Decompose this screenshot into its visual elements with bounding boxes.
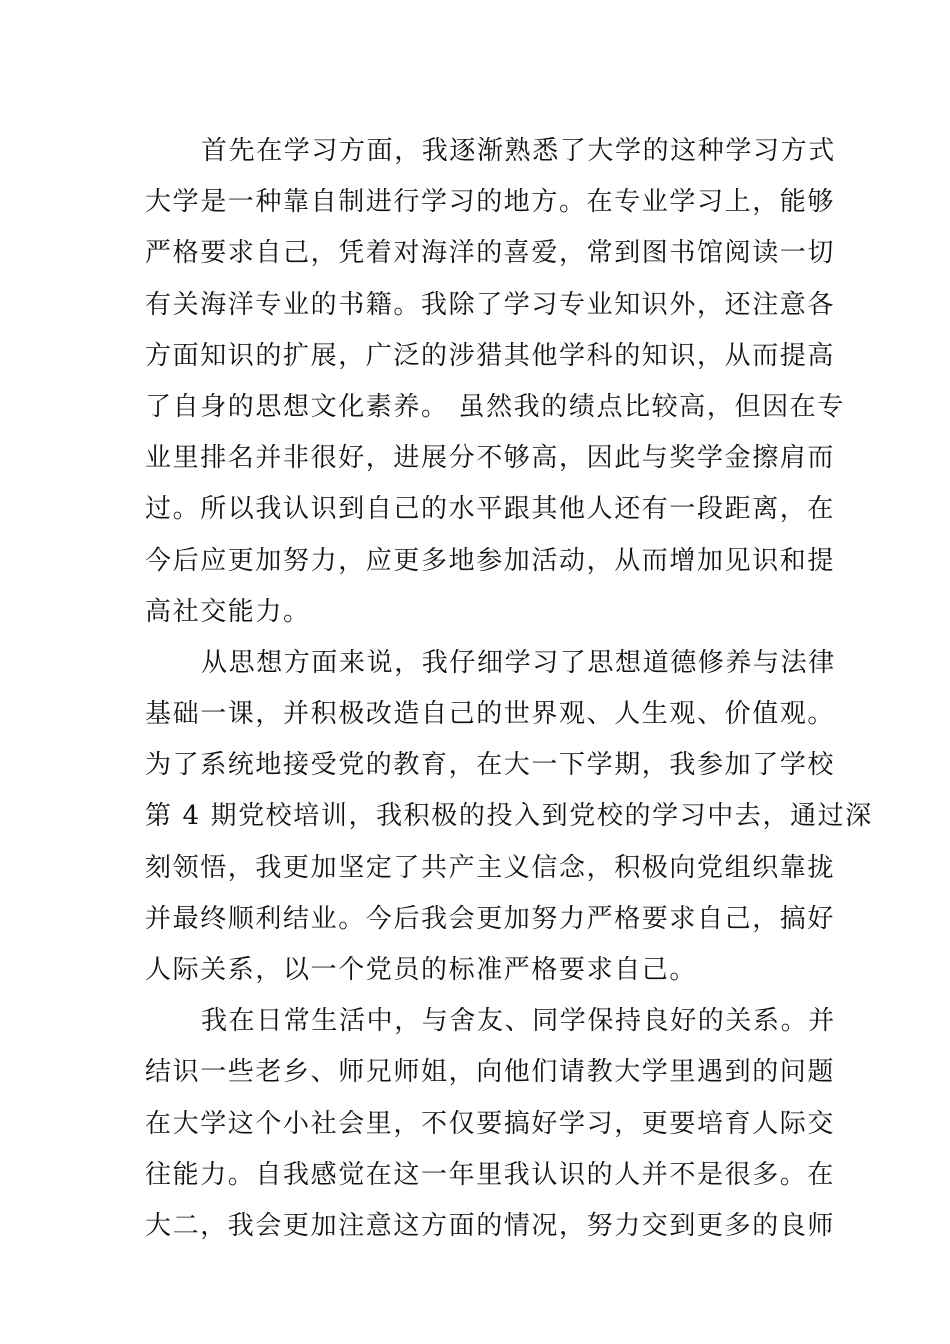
text-line: 方面知识的扩展，广泛的涉猎其他学科的知识，从而提高 xyxy=(145,340,836,371)
text-line: 业里排名并非很好，进展分不够高，因此与奖学金擦肩而 xyxy=(145,443,836,474)
text-line: 人际关系，以一个党员的标准严格要求自己。 xyxy=(145,955,698,985)
text-line: 刻领悟，我更加坚定了共产主义信念，积极向党组织靠拢 xyxy=(145,852,836,883)
text-line: 大学是一种靠自制进行学习的地方。在专业学习上，能够 xyxy=(145,187,836,218)
text-line: 有关海洋专业的书籍。我除了学习专业知识外，还注意各 xyxy=(145,289,836,320)
text-line: 高社交能力。 xyxy=(145,596,311,627)
text-line: 基础一课，并积极改造自己的世界观、人生观、价值观。 xyxy=(145,699,836,730)
text-line: 过。所以我认识到自己的水平跟其他人还有一段距离，在 xyxy=(145,494,836,525)
document-body xyxy=(145,126,873,1252)
text-line: 从思想方面来说，我仔细学习了思想道德修养与法律 xyxy=(201,647,836,678)
text-line: 为了系统地接受党的教育，在大一下学期，我参加了学校 xyxy=(145,750,836,781)
text-line: 结识一些老乡、师兄师姐，向他们请教大学里遇到的问题 xyxy=(145,1057,836,1088)
text-line: 第 4 期党校培训，我积极的投入到党校的学习中去，通过深 xyxy=(145,801,873,832)
text-line: 在大学这个小社会里，不仅要搞好学习，更要培育人际交 xyxy=(145,1108,836,1139)
text-line: 大二，我会更加注意这方面的情况，努力交到更多的良师 xyxy=(145,1210,836,1241)
text-line: 并最终顺利结业。今后我会更加努力严格要求自己，搞好 xyxy=(145,903,836,934)
text-line: 今后应更加努力，应更多地参加活动，从而增加见识和提 xyxy=(145,545,836,576)
text-line: 严格要求自己，凭着对海洋的喜爱，常到图书馆阅读一切 xyxy=(145,238,836,269)
text-line: 首先在学习方面，我逐渐熟悉了大学的这种学习方式 xyxy=(201,136,836,166)
text-line: 我在日常生活中，与舍友、同学保持良好的关系。并 xyxy=(201,1006,836,1037)
text-line: 往能力。自我感觉在这一年里我认识的人并不是很多。在 xyxy=(145,1159,836,1190)
text-line: 了自身的思想文化素养。 虽然我的绩点比较高，但因在专 xyxy=(145,391,845,422)
